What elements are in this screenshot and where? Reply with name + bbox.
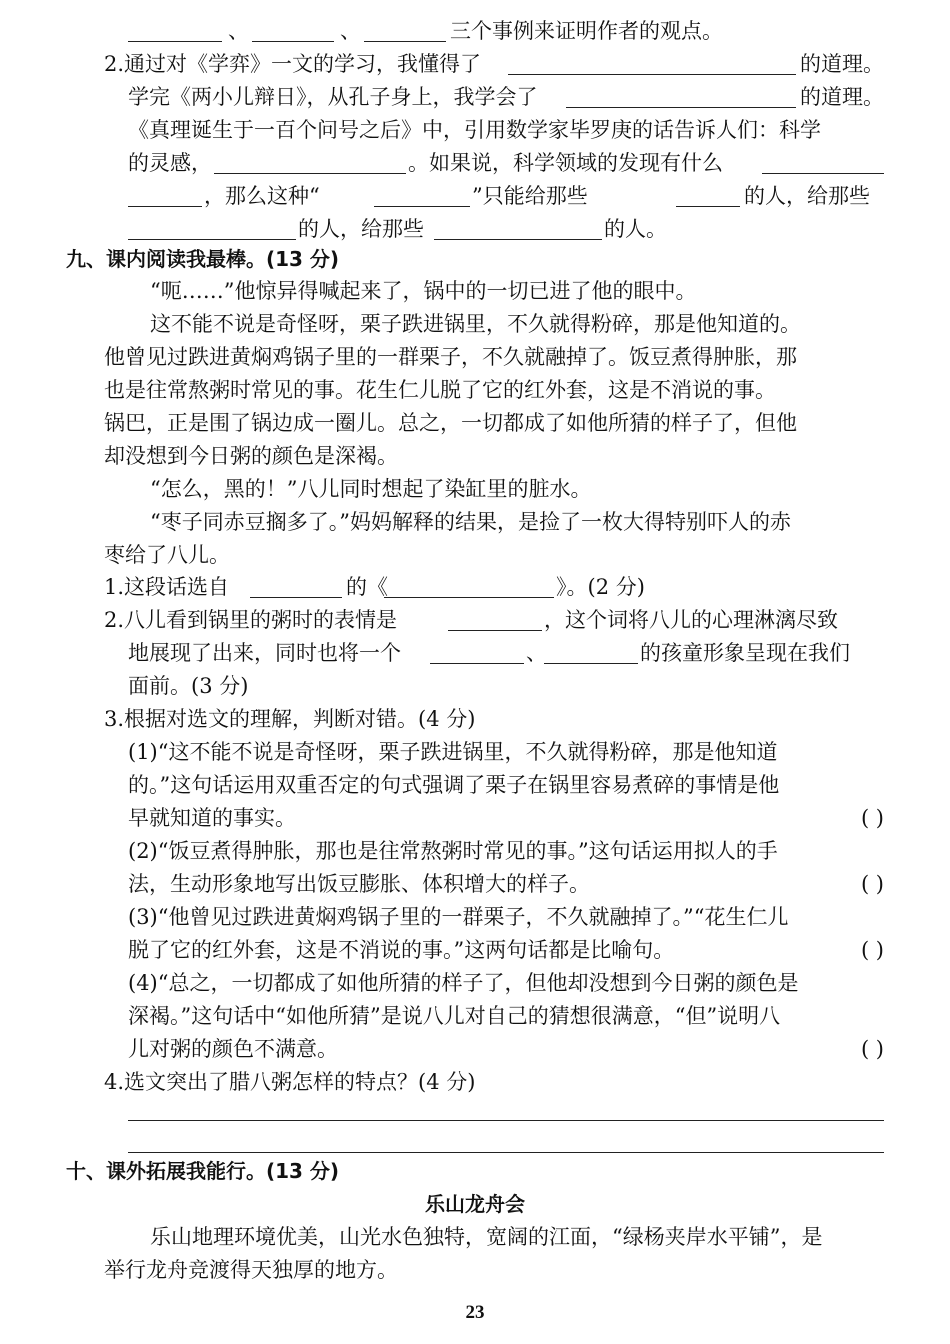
blank[interactable]	[544, 663, 638, 664]
answer-parentheses[interactable]: ( )	[860, 872, 884, 896]
line-text: 也是往常熬粥时常见的事。花生仁儿脱了它的红外套，这是不消说的事。	[104, 378, 776, 402]
s9-q3-item4-l2	[0, 1001, 950, 1031]
line-text: 三个事例来证明作者的观点。	[450, 19, 723, 43]
answer-parentheses[interactable]: ( )	[860, 806, 884, 830]
line-text: “怎么，黑的！”八儿同时想起了染缸里的脏水。	[150, 477, 592, 501]
s9-q2-line3	[0, 671, 950, 701]
line-text: 的孩童形象呈现在我们	[640, 641, 850, 665]
blank[interactable]	[676, 206, 740, 207]
blank[interactable]	[128, 41, 222, 42]
line-text: 深褐。”这句话中“如他所猜”是说八儿对自己的猜想很满意，“但”说明八	[128, 1004, 781, 1028]
blank[interactable]	[448, 630, 542, 631]
s9-q3-item4-l3	[0, 1034, 950, 1064]
line-text: 的人，给那些	[298, 217, 424, 241]
line-text: 2.通过对《学弈》一文的学习，我懂得了	[104, 52, 482, 76]
line-text: 2.八儿看到锅里的粥时的表情是	[104, 608, 398, 632]
s9-q4	[0, 1067, 950, 1097]
line-text: 枣给了八儿。	[104, 543, 230, 567]
line-text: “呃……”他惊异得喊起来了，锅中的一切已进了他的眼中。	[150, 279, 697, 303]
passage-line	[0, 375, 950, 405]
answer-parentheses[interactable]: ( )	[860, 938, 884, 962]
answer-line[interactable]	[128, 1120, 884, 1121]
line-text: 的道理。	[800, 52, 884, 76]
blank[interactable]	[384, 597, 554, 598]
blank[interactable]	[250, 597, 342, 598]
line-text: 却没想到今日粥的颜色是深褐。	[104, 444, 398, 468]
line-text: 脱了它的红外套，这是不消说的事。”这两句话都是比喻句。	[128, 938, 675, 962]
line-text: 早就知道的事实。	[128, 806, 296, 830]
s9-q3-item2-l2	[0, 869, 950, 899]
blank[interactable]	[434, 239, 602, 240]
s9-q3-item2-l1	[0, 836, 950, 866]
line-text: ，那么这种“	[204, 184, 320, 208]
line-text: 3.根据对选文的理解，判断对错。(4 分)	[104, 707, 476, 731]
s9-q3-prompt	[0, 704, 950, 734]
blank[interactable]	[566, 107, 796, 108]
line-text: 》。(2 分)	[556, 575, 645, 599]
section10-heading: 十、课外拓展我能行。(13 分)	[66, 1159, 340, 1183]
answer-line[interactable]	[128, 1152, 884, 1153]
line-text: ，这个词将八儿的心理淋漓尽致	[544, 608, 838, 632]
passage-line	[0, 441, 950, 471]
blank[interactable]	[762, 173, 884, 174]
line-text: 《真理诞生于一百个问号之后》中，引用数学家毕罗庚的话告诉人们：科学	[128, 118, 821, 142]
separator: 、	[340, 19, 361, 43]
blank[interactable]	[364, 41, 446, 42]
line-text: 4.选文突出了腊八粥怎样的特点？(4 分)	[104, 1070, 476, 1094]
line-text: 的道理。	[800, 85, 884, 109]
line-text: (3)“他曾见过跌进黄焖鸡锅子里的一群栗子，不久就融掉了。”“花生仁儿	[128, 905, 789, 929]
passage-line	[0, 540, 950, 570]
line-text: “枣子同赤豆搁多了。”妈妈解释的结果，是捡了一枚大得特别吓人的赤	[150, 510, 791, 534]
s8-q2-line4	[0, 148, 950, 178]
passage-line	[0, 1222, 950, 1252]
blank[interactable]	[374, 206, 470, 207]
line-text: 的灵感，	[128, 151, 212, 175]
passage-line	[0, 342, 950, 372]
line-text: 学完《两小儿辩日》，从孔子身上，我学会了	[128, 85, 538, 109]
line-text: 他曾见过跌进黄焖鸡锅子里的一群栗子，不久就融掉了。饭豆煮得肿胀，那	[104, 345, 797, 369]
passage-line	[0, 276, 950, 306]
line-text: 儿对粥的颜色不满意。	[128, 1037, 338, 1061]
s9-q3-item1-l3	[0, 803, 950, 833]
s8-q2-line2	[0, 82, 950, 112]
s9-q3-item3-l2	[0, 935, 950, 965]
line-text: 法，生动形象地写出饭豆膨胀、体积增大的样子。	[128, 872, 590, 896]
s8-q2-line3	[0, 115, 950, 145]
line-text: 、	[526, 641, 547, 665]
separator: 、	[228, 19, 249, 43]
s9-q2-line2	[0, 638, 950, 668]
line-text: 的。”这句话运用双重否定的句式强调了栗子在锅里容易煮碎的事情是他	[128, 773, 780, 797]
line-text: 面前。(3 分)	[128, 674, 249, 698]
passage-line	[0, 408, 950, 438]
blank[interactable]	[430, 663, 524, 664]
line-text: 1.这段话选自	[104, 575, 230, 599]
s9-q3-item1-l2	[0, 770, 950, 800]
line-text: 锅巴，正是围了锅边成一圈儿。总之，一切都成了如他所猜的样子了，但他	[104, 411, 797, 435]
passage-line	[0, 507, 950, 537]
s9-q3-item4-l1	[0, 968, 950, 998]
s9-q1	[0, 572, 950, 602]
blank[interactable]	[128, 206, 202, 207]
line-text: 的人，给那些	[744, 184, 870, 208]
s8-q2-line1	[0, 49, 950, 79]
article-title: 乐山龙舟会	[425, 1192, 525, 1216]
line-text: 举行龙舟竞渡得天独厚的地方。	[104, 1258, 398, 1282]
line-text: 的《	[346, 575, 388, 599]
line-text: (1)“这不能不说是奇怪呀，栗子跌进锅里，不久就得粉碎，那是他知道	[128, 740, 778, 764]
s9-q3-item3-l1	[0, 902, 950, 932]
line-text: 。如果说，科学领域的发现有什么	[408, 151, 723, 175]
blank[interactable]	[508, 74, 796, 75]
answer-parentheses[interactable]: ( )	[860, 1037, 884, 1061]
blank[interactable]	[214, 173, 406, 174]
line-text: 乐山地理环境优美，山光水色独特，宽阔的江面，“绿杨夹岸水平铺”，是	[150, 1225, 823, 1249]
blank[interactable]	[252, 41, 334, 42]
line-text: 这不能不说是奇怪呀，栗子跌进锅里，不久就得粉碎，那是他知道的。	[150, 312, 801, 336]
s8-q2-line6	[0, 214, 950, 244]
blank[interactable]	[128, 239, 296, 240]
line-text: ”只能给那些	[472, 184, 588, 208]
passage-line	[0, 1255, 950, 1285]
line-text: 地展现了出来，同时也将一个	[128, 641, 401, 665]
passage-line	[0, 474, 950, 504]
section9-heading: 九、课内阅读我最棒。(13 分)	[66, 247, 340, 271]
passage-line	[0, 309, 950, 339]
s9-q3-item1-l1	[0, 737, 950, 767]
line-text: (4)“总之，一切都成了如他所猜的样子了，但他却没想到今日粥的颜色是	[128, 971, 799, 995]
line-text: 的人。	[604, 217, 667, 241]
s8-line0	[0, 16, 950, 46]
line-text: (2)“饭豆煮得肿胀，那也是往常熬粥时常见的事。”这句话运用拟人的手	[128, 839, 778, 863]
page-number: 23	[465, 1302, 485, 1323]
s8-q2-line5	[0, 181, 950, 211]
s9-q2-line1	[0, 605, 950, 635]
